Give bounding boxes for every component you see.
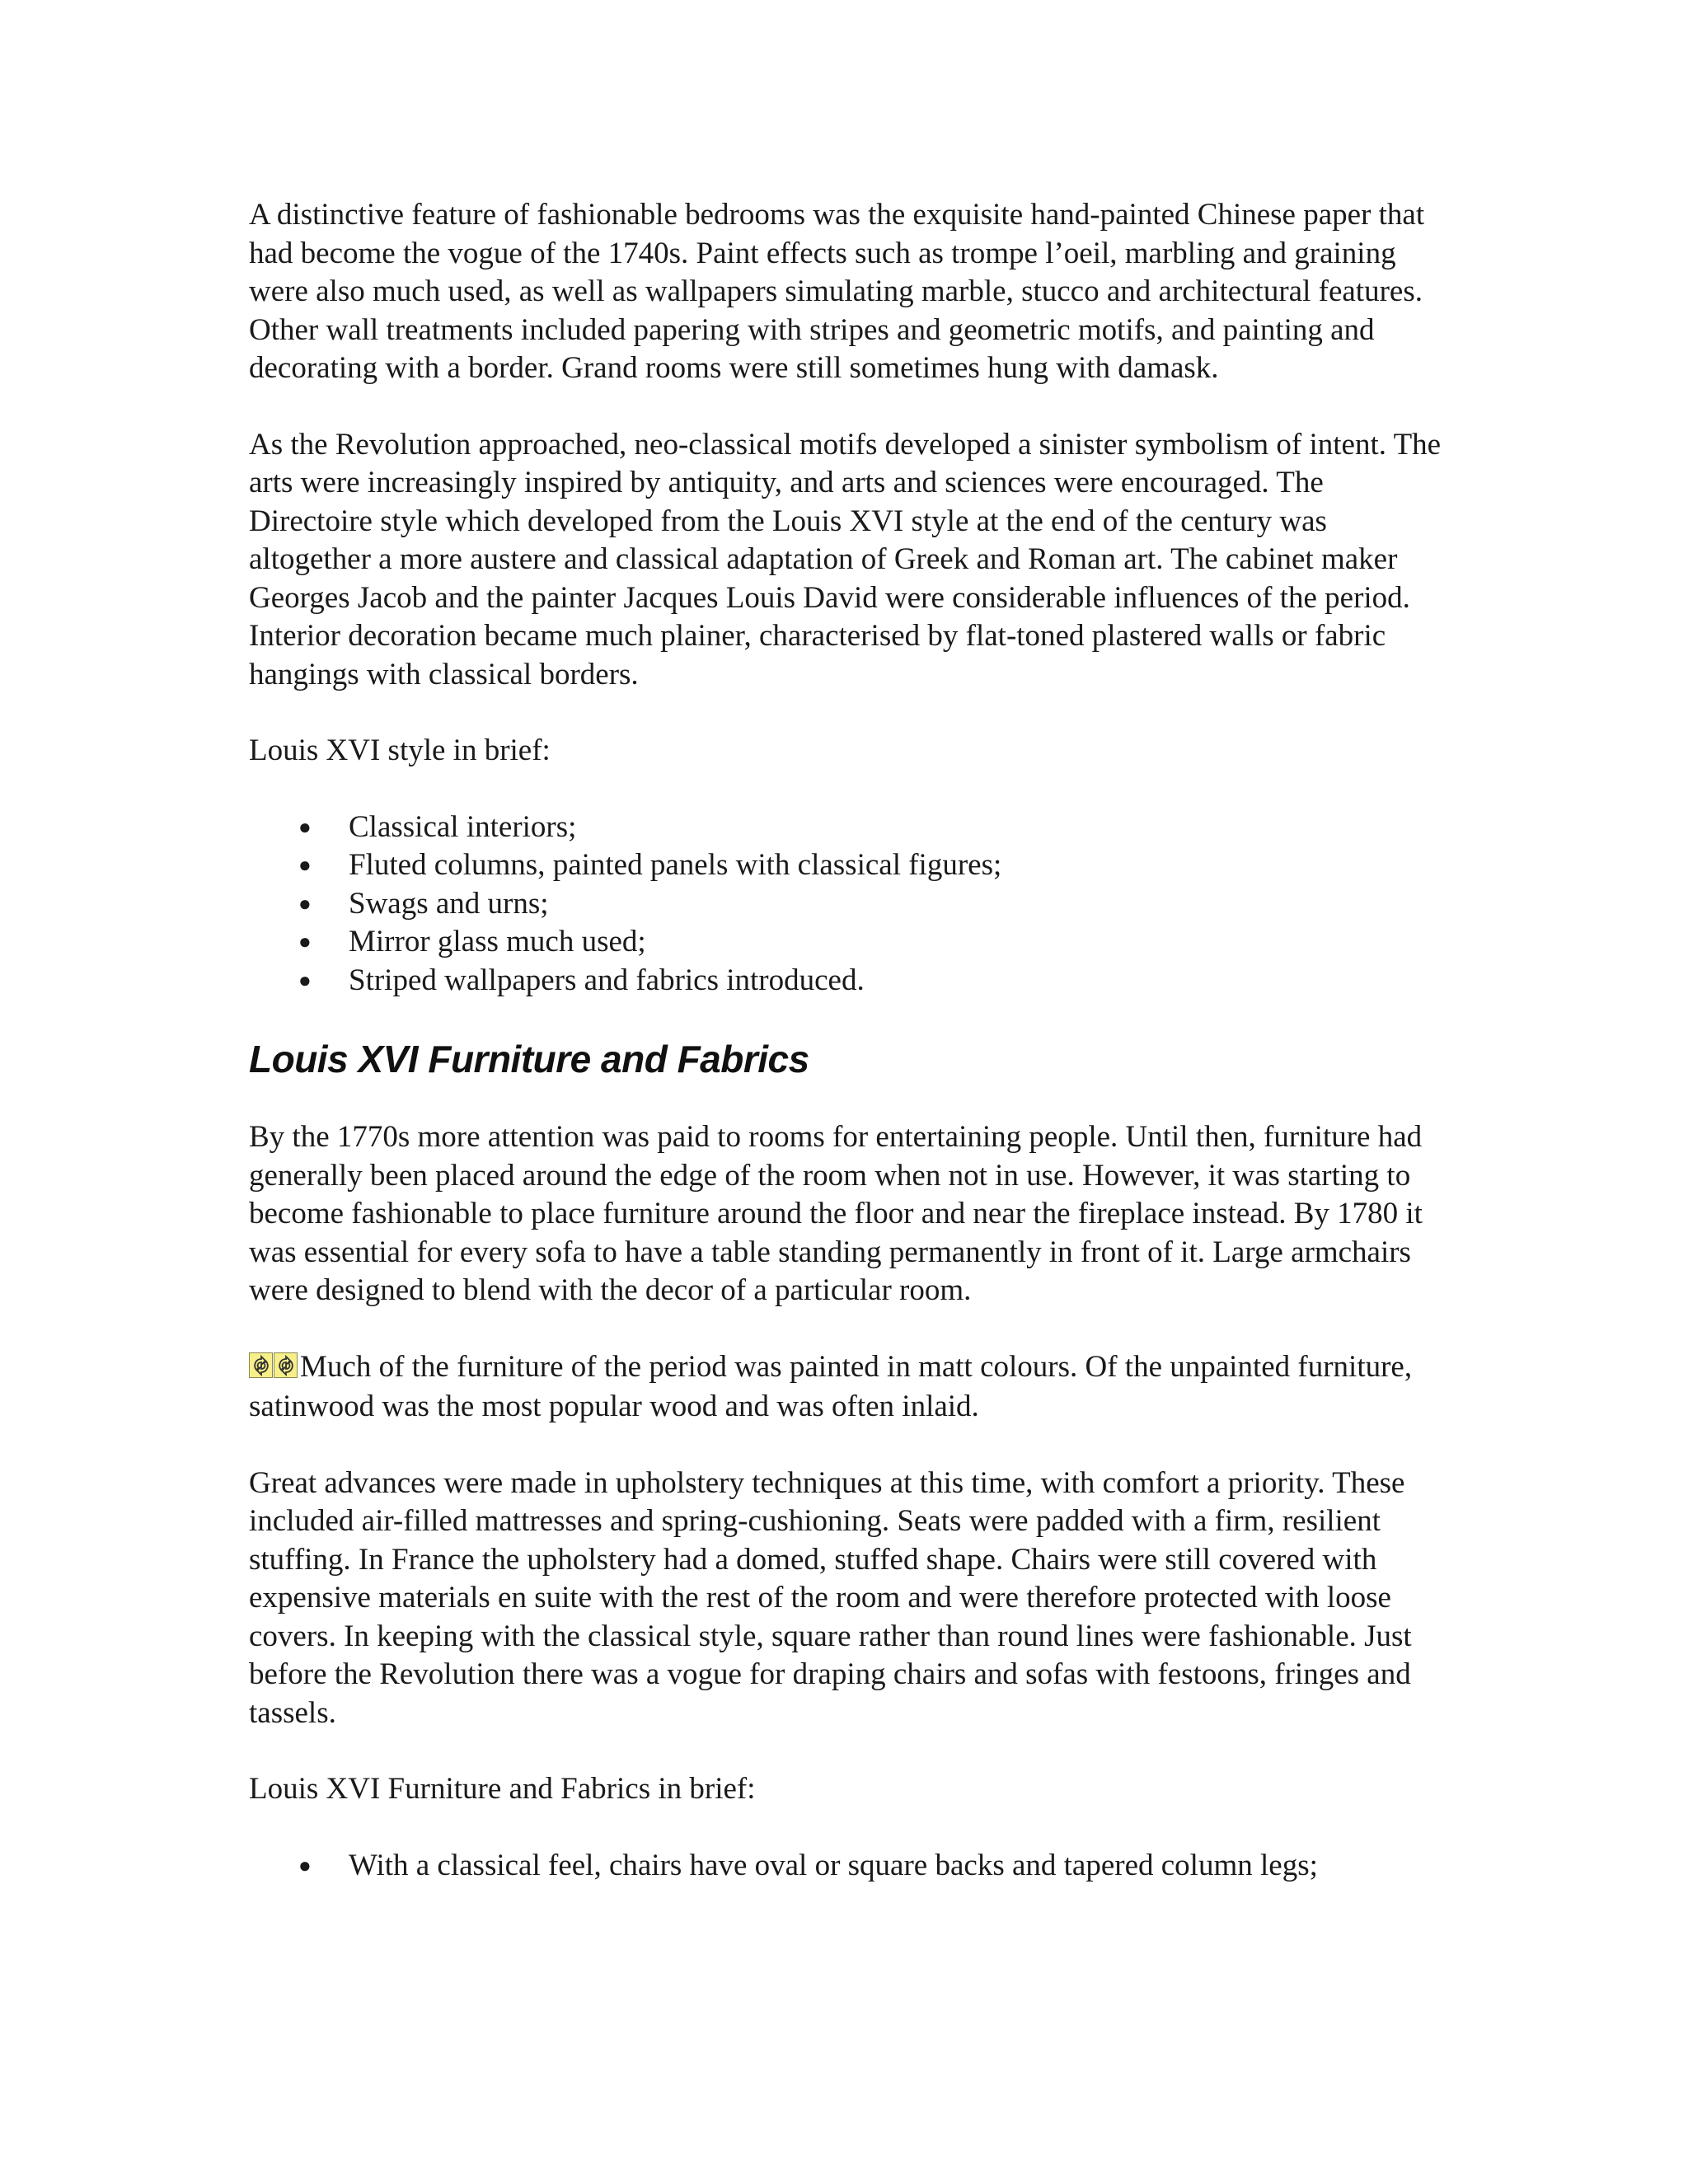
list-item	[249, 962, 1452, 1001]
paragraph-upholstery: Great advances were made in upholstery techniques at this time, with comfort a priority. These included air-filled mattresses and spring-cushioning. Seats were padded with a firm, resilient stuffing. In France the upholstery had a domed, stuffed shape. Chairs were still covered with expensive materials en suite with the rest of the room and were therefore protected with loose covers. In keeping with the classical style, square rather than round lines were fashionable. Just before the Revolution there was a vogue for draping chairs and sofas with festoons, fringes and tassels.	[249, 1465, 1412, 1730]
list-item	[249, 808, 1452, 847]
bullet-icon: ●	[298, 891, 312, 916]
style-bullet-list	[249, 808, 1452, 1001]
list-item-text: Classical interiors;	[349, 809, 577, 844]
list-item-text: Striped wallpapers and fabrics introduced.	[349, 963, 865, 997]
refresh-icon[interactable]	[249, 1352, 273, 1378]
list-item	[249, 1847, 1452, 1886]
paragraph-text: Much of the furniture of the period was painted in matt colours. Of the unpainted furniture, satinwood was the most popular wood and was often inlaid.	[249, 1349, 1413, 1423]
paragraph-revolution: As the Revolution approached, neo-classical motifs developed a sinister symbolism of intent. The arts were increasingly inspired by antiquity, and arts and sciences were encouraged. The Directoire style which developed from the Louis XVI style at the end of the century was altogether a more austere and classical adaptation of Greek and Roman art. The cabinet maker Georges Jacob and the painter Jacques Louis David were considerable influences of the period. Interior decoration became much plainer, characterised by flat-toned plastered walls or fabric hangings with classical borders.	[249, 427, 1442, 691]
list-item	[249, 885, 1452, 924]
paragraph-painted-furniture	[249, 1348, 1452, 1427]
refresh-icon[interactable]	[274, 1352, 298, 1378]
list-item-text: Mirror glass much used;	[349, 925, 646, 958]
section-heading: Louis XVI Furniture and Fabrics	[249, 1038, 809, 1080]
list-item-text: Fluted columns, painted panels with classical figures;	[349, 848, 1002, 882]
list-item-text: With a classical feel, chairs have oval or square backs and tapered column legs;	[349, 1848, 1318, 1882]
paragraph-wall-treatments: A distinctive feature of fashionable bedrooms was the exquisite hand-painted Chinese paper that had become the vogue of the 1740s. Paint effects such as trompe l’oeil, marbling and graining were also much used, as well as wallpapers simulating marble, stucco and architectural features. Other wall treatments included papering with stripes and geometric motifs, and painting and decorating with a border. Grand rooms were still sometimes hung with damask.	[249, 198, 1425, 385]
bullet-icon: ●	[298, 814, 312, 839]
furniture-bullet-list	[249, 1847, 1452, 1886]
embedded-object-icons[interactable]	[249, 1350, 298, 1389]
bullet-icon: ●	[298, 853, 312, 877]
list-item	[249, 846, 1452, 885]
paragraph-furniture-in-brief: Louis XVI Furniture and Fabrics in brief:	[249, 1772, 756, 1806]
paragraph-entertaining: By the 1770s more attention was paid to rooms for entertaining people. Until then, furniture had generally been placed around the edge of the room when not in use. However, it was starting to become fashionable to place furniture around the floor and near the fireplace instead. By 1780 it was essential for every sofa to have a table standing permanently in front of it. Large armchairs were designed to blend with the decor of a particular room.	[249, 1120, 1423, 1307]
bullet-icon: ●	[298, 930, 312, 954]
paragraph-style-in-brief: Louis XVI style in brief:	[249, 733, 551, 767]
document-body	[249, 196, 1452, 1923]
list-item	[249, 923, 1452, 962]
list-item-text: Swags and urns;	[349, 886, 549, 921]
bullet-icon: ●	[298, 968, 312, 992]
bullet-icon: ●	[298, 1853, 312, 1877]
